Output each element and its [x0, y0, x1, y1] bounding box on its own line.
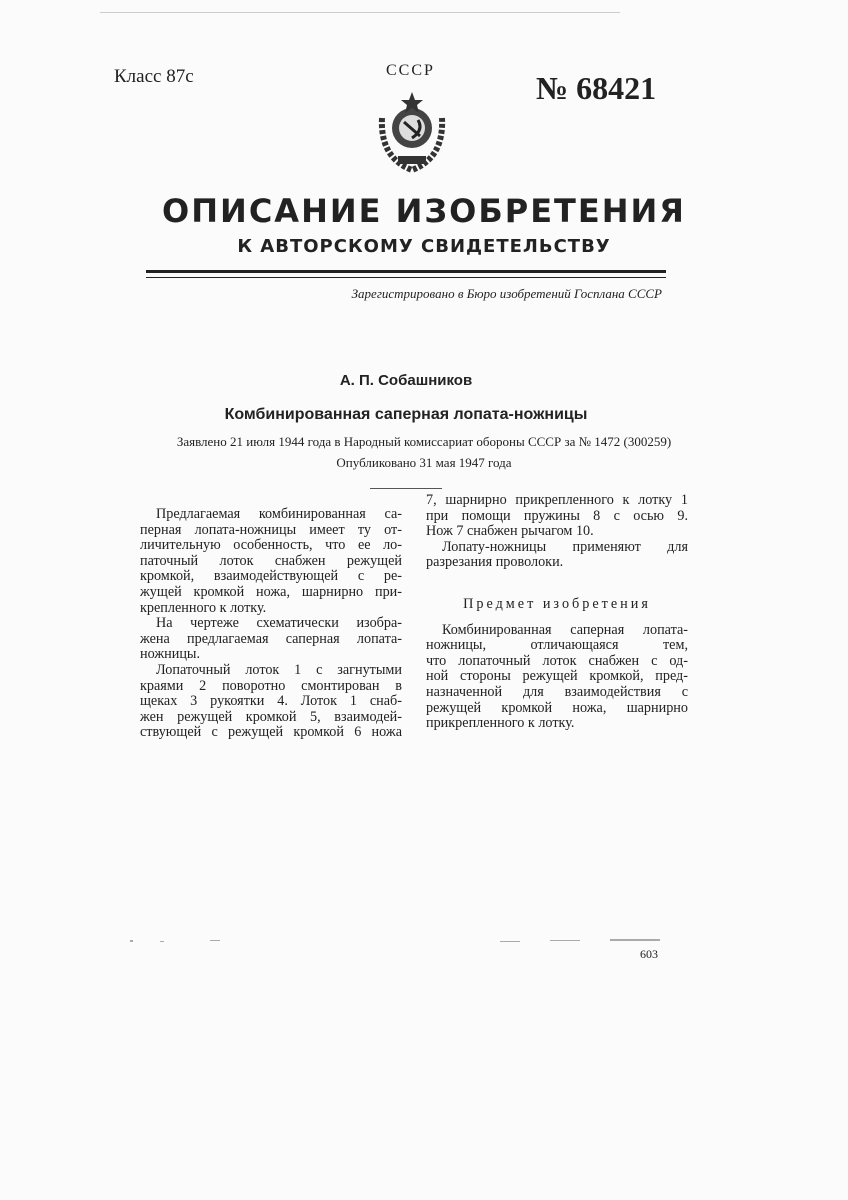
- published-info: Опубликовано 31 мая 1947 года: [336, 455, 512, 470]
- scan-noise: [130, 938, 670, 944]
- text-line: разрезания проволоки.: [426, 554, 564, 571]
- text-line: Предлагаемая комбинированная са-: [156, 506, 402, 522]
- text-line: щеках 3 рукоятки 4. Лоток 1 снаб-: [140, 693, 402, 710]
- text-line: жен режущей кромкой 5, взаимодей-: [140, 708, 402, 725]
- text-line: кромкой, взаимодействующей с ре-: [140, 568, 402, 585]
- text-line: Лопаточный лоток 1 с загнутыми: [156, 661, 402, 678]
- document-subtitle: К АВТОРСКОМУ СВИДЕТЕЛЬСТВУ: [237, 236, 611, 257]
- claim-line: прикрепленного к лотку.: [426, 715, 575, 732]
- text-line: 7, шарнирно прикрепленного к лотку 1: [426, 492, 688, 508]
- claim-line: назначенной для взаимодействия с: [426, 683, 688, 700]
- claim-line: что лопаточный лоток снабжен с од-: [426, 652, 688, 669]
- text-line: ножницы.: [140, 646, 200, 663]
- registration-note: Зарегистрировано в Бюро изобретений Госплана СССР: [351, 286, 662, 301]
- text-line: паточный лоток снабжен режущей: [140, 552, 402, 569]
- text-line: жена предлагаемая саперная лопата-: [140, 630, 402, 647]
- claim-line: режущей кромкой ножа, шарнирно: [426, 699, 688, 716]
- description-column-right: [426, 493, 688, 732]
- text-line: На чертеже схематически изобра-: [156, 615, 402, 632]
- claim-heading: Предмет изобретения: [463, 595, 651, 612]
- text-line: краями 2 поворотно смонтирован в: [140, 677, 402, 694]
- claim-line: Комбинированная саперная лопата-: [442, 621, 688, 638]
- page-footer-number: 603: [640, 947, 658, 961]
- ussr-emblem-icon: [374, 88, 450, 174]
- claim-line: ножницы, отличающаяся тем,: [426, 637, 688, 654]
- scan-edge-line: [100, 12, 620, 13]
- text-line: Нож 7 снабжен рычагом 10.: [426, 523, 594, 540]
- patent-class: Класс 87с: [114, 66, 194, 87]
- text-line: крепленного к лотку.: [140, 599, 267, 616]
- description-column-left: [140, 507, 402, 741]
- filed-info: Заявлено 21 июля 1944 года в Народный комиссариат обороны СССР за № 1472 (300259): [176, 434, 672, 449]
- claim-line: ной стороны режущей кромкой, пред-: [426, 668, 688, 685]
- divider: [370, 488, 442, 489]
- divider: [146, 277, 666, 278]
- text-line: при помощи пружины 8 с осью 9.: [426, 507, 688, 524]
- text-line: жущей кромкой ножа, шарнирно при-: [140, 583, 402, 600]
- text-line: перная лопата-ножницы имеет ту от-: [140, 521, 402, 538]
- text-line: личительную особенность, что ее ло-: [140, 537, 402, 554]
- author: А. П. Собашников: [339, 372, 473, 389]
- text-line: Лопату-ножницы применяют для: [442, 538, 688, 555]
- patent-number: № 68421: [536, 70, 657, 106]
- text-line: ствующей с режущей кромкой 6 ножа: [140, 724, 402, 741]
- document-title: ОПИСАНИЕ ИЗОБРЕТЕНИЯ: [162, 192, 686, 230]
- invention-title: Комбинированная саперная лопата-ножницы: [224, 406, 588, 423]
- country-label: СССР: [386, 62, 435, 79]
- divider: [146, 270, 666, 273]
